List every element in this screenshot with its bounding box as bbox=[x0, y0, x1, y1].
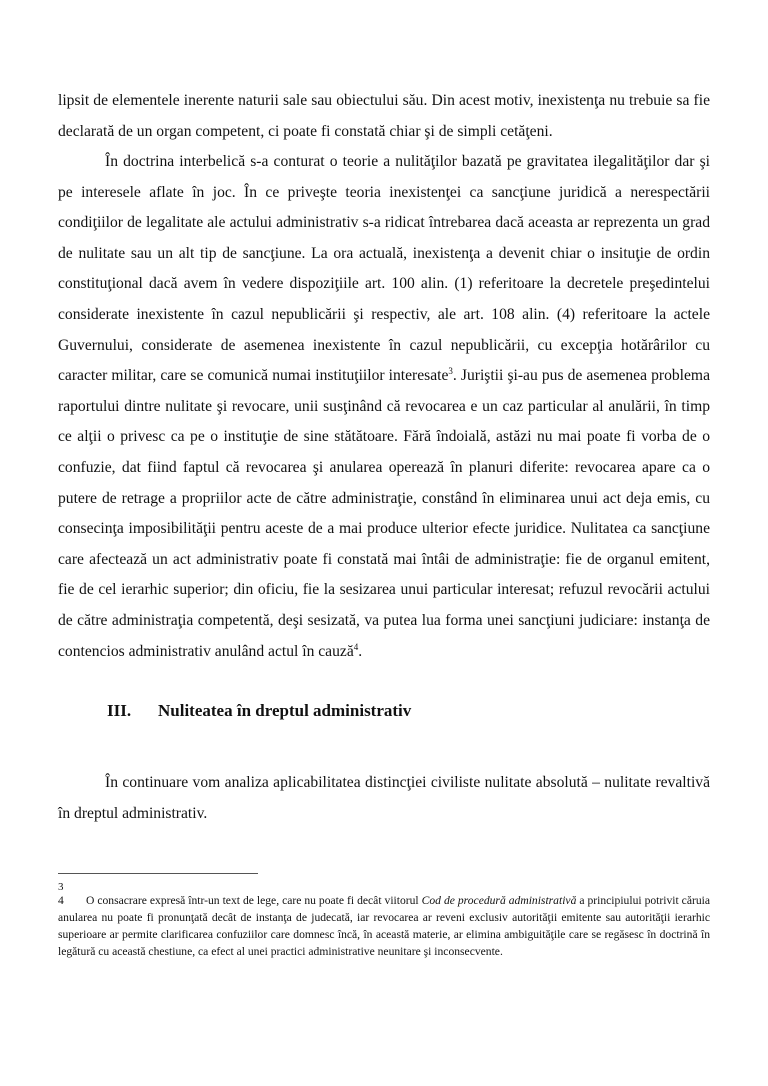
footnote-4-text-2: a principiului potrivit căruia anularea nu poate fi pronunţată decât de instanţa de judecată, iar revocarea ar reveni exclusiv autorităţii emitente sau autorităţii ierarhic superioare ar permite clarificarea confuziilor care domnesc încă, în această materie, ar elimina ambiguităţile care se regăsesc în doctrină în legătură cu această chestiune, ca efect al unei practici administrative neunitare şi inconsecvente. bbox=[58, 894, 711, 958]
paragraph-doctrine-text-1: În doctrina interbelică s-a conturat o teorie a nulităţilor bazată pe gravitatea ilegalităţilor dar şi pe interesele aflate în joc. În ce priveşte teoria inexistenţei ca sancţiune juridică a nerespectării condiţiilor de legalitate ale actului administrativ s-a ridicat întrebarea dacă aceasta ar reprezenta un grad de nulitate sau un alt tip de sancţiune. La ora actuală, inexistenţa a devenit chiar o insituţie de ordin constituţional dacă avem în vedere dispoziţiile art. 100 alin. (1) referitoare la decretele preşedintelui considerate inexistente în cazul nepublicării şi respectiv, ale art. 108 alin. (4) referitoare la actele Guvernului, considerate de asemenea inexistente în cazul nepublicării, cu excepţia hotărârilor cu caracter militar, care se comunică numai instituţiilor interesate bbox=[58, 153, 710, 385]
paragraph-intro: În continuare vom analiza aplicabilitatea distincţiei civiliste nulitate absolută – nulitate revaltivă în dreptul administrativ. bbox=[58, 774, 710, 822]
section-heading bbox=[107, 697, 411, 725]
footnote-reference-4[interactable]: 4 bbox=[353, 641, 359, 652]
paragraph-doctrine bbox=[58, 147, 710, 667]
paragraph-continuation: lipsit de elementele inerente naturii sale sau obiectului său. Din acest motiv, inexistenţa nu trebuie sa fie declarată de un organ competent, ci poate fi constată chiar şi de simpli cetăţeni. bbox=[58, 92, 710, 140]
paragraph-doctrine-end: . bbox=[358, 642, 363, 660]
footnote-separator bbox=[58, 873, 258, 874]
footnote-4-italic-title: Cod de procedură administrativă bbox=[421, 894, 577, 907]
paragraph-doctrine-text-2: . Juriştii şi-au pus de asemenea problema raportului dintre nulitate şi revocare, unii susţinând că revocarea e un caz particular al anulării, în timp ce alţii o privesc ca pe o instituţie de sine stătătoare. Fără îndoială, astăzi nu mai poate fi vorba de o confuzie, dat fiind faptul că revocarea şi anularea operează în planuri diferite: revocarea apare ca o putere de retrage a propriilor acte de către administraţie, constând în eliminarea unui act deja emis, cu consecinţa imposibilităţii pentru aceste de a mai produce ulterior efecte juridice. Nulitatea ca sancţiune care afectează un act administrativ poate fi constată mai întâi de administraţie: fie de organul emitent, fie de cel ierarhic superior; din oficiu, fie la sesizarea unui particular interesat; refuzul revocării actului de către administraţia competentă, deşi sesizată, va putea lua forma unei sancţiuni judiciare: instanţa de contencios administrativ anulând actul în cauză bbox=[58, 367, 710, 660]
footnote-3-number: 3 bbox=[58, 881, 64, 893]
footnote-4-text-1: O consacrare expresă într-un text de lege, care nu poate fi decât viitorul bbox=[86, 894, 422, 907]
section-number: III. bbox=[107, 701, 132, 720]
footnote-4-number: 4 bbox=[58, 894, 64, 907]
footnote-4 bbox=[58, 892, 710, 960]
footnote-reference-3[interactable]: 3 bbox=[448, 365, 453, 376]
section-title: Nuliteatea în dreptul administrativ bbox=[158, 701, 412, 720]
